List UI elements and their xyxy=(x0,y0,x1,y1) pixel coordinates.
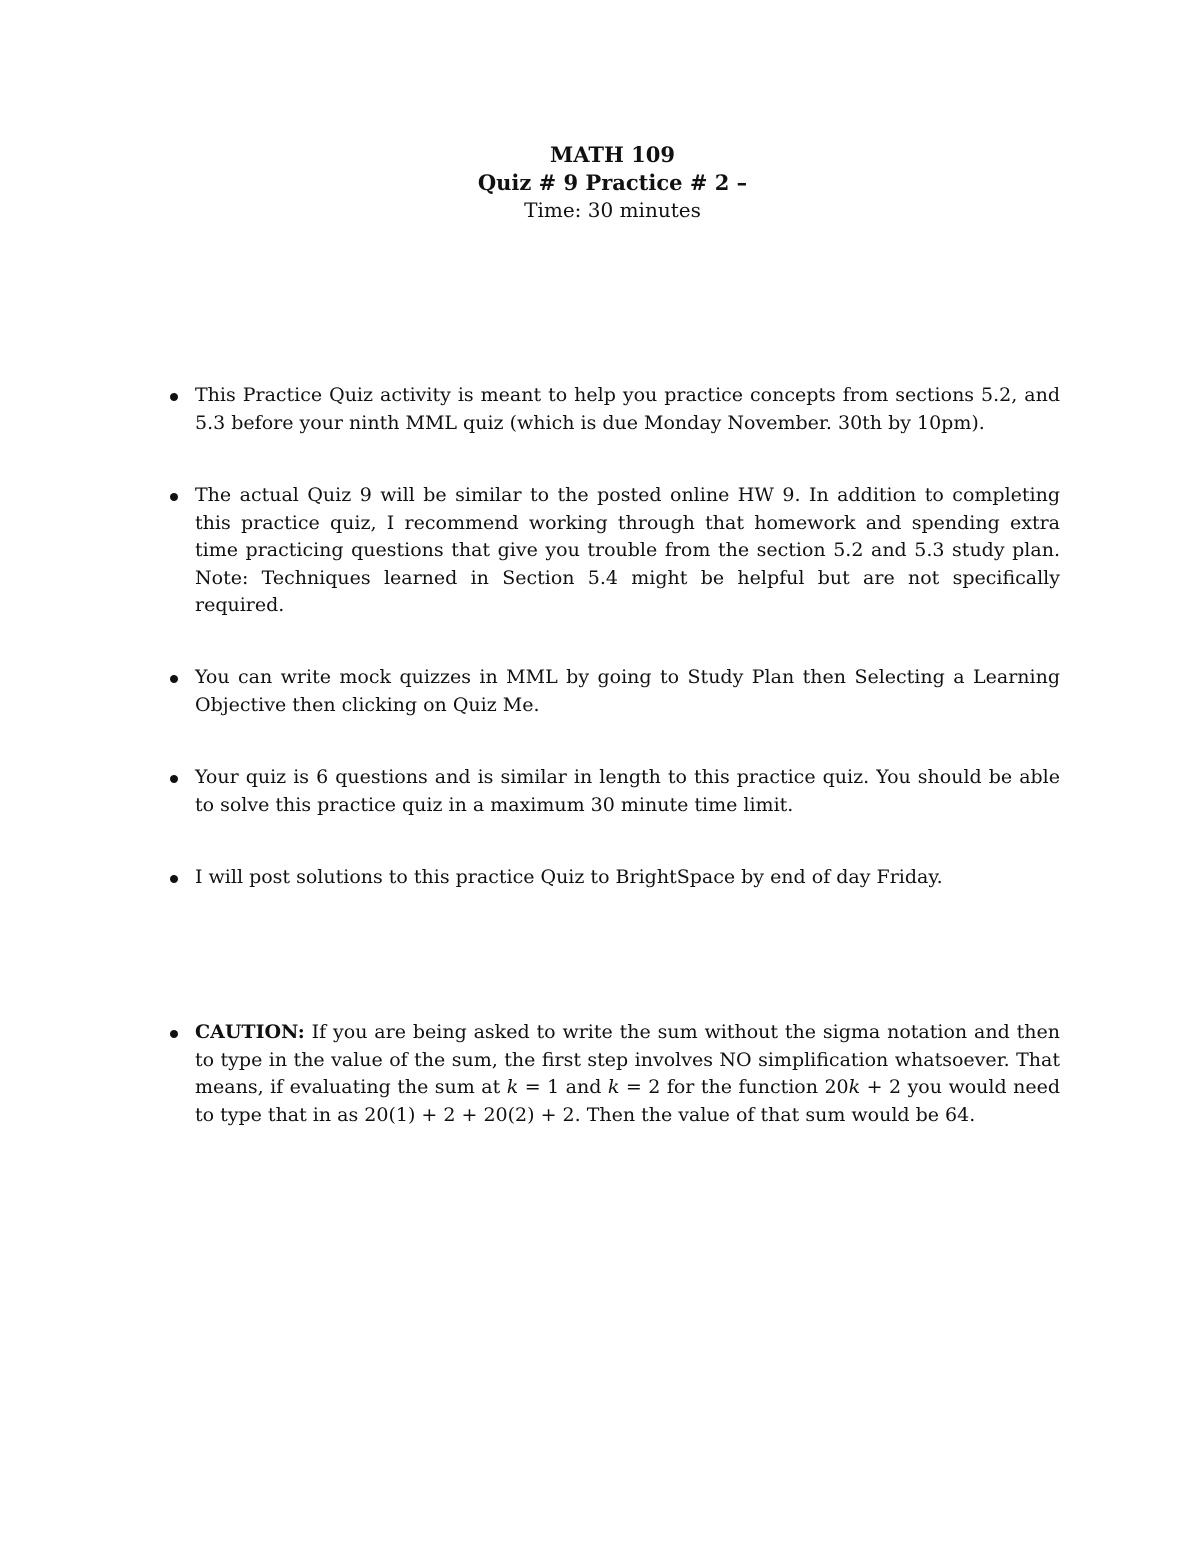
list-item xyxy=(167,864,1060,892)
list-item-text: This Practice Quiz activity is meant to help you practice concepts from sections 5.2, and 5.3 before your ninth MML quiz (which is due Monday November. 30th by 10pm). xyxy=(195,384,1060,434)
time-limit: Time: 30 minutes xyxy=(524,198,701,222)
math-variable-k: k xyxy=(848,1076,861,1098)
caution-text-4: + 2 you would need to type that in as 20(1) + 2 + 20(2) + 2. Then the value of that sum would be 64. xyxy=(195,1076,1060,1126)
document-header xyxy=(0,141,1200,224)
list-item xyxy=(167,764,1060,819)
list-item-text: I will post solutions to this practice Quiz to BrightSpace by end of day Friday. xyxy=(195,866,943,888)
bullet-icon xyxy=(170,675,178,683)
list-item-text: Your quiz is 6 questions and is similar in length to this practice quiz. You should be able to solve this practice quiz in a maximum 30 minute time limit. xyxy=(195,766,1060,816)
bullet-icon xyxy=(170,775,178,783)
bullet-icon xyxy=(170,875,178,883)
course-title: MATH 109 xyxy=(549,142,675,167)
list-item-text: The actual Quiz 9 will be similar to the posted online HW 9. In addition to completing this practice quiz, I recommend working through that homework and spending extra time practicing questions that give you trouble from the section 5.2 and 5.3 study plan. Note: Techniques learned in Section 5.4 might be helpful but are not specifically required. xyxy=(195,484,1060,616)
list-item xyxy=(167,382,1060,437)
quiz-title: Quiz # 9 Practice # 2 – xyxy=(477,170,748,195)
math-variable-k: k xyxy=(607,1076,620,1098)
bullet-icon xyxy=(170,493,178,501)
caution-text-3: = 2 for the function 20 xyxy=(619,1076,849,1098)
bullet-icon xyxy=(170,1030,178,1038)
caution-text-2: = 1 and xyxy=(518,1076,608,1098)
list-item xyxy=(167,482,1060,620)
caution-text-1: If you are being asked to write the sum without the sigma notation and then to type in the value of the sum, the first step involves NO simplification whatsoever. That means, if evaluating the sum at xyxy=(195,1021,1060,1098)
bullet-icon xyxy=(170,393,178,401)
list-item-text: You can write mock quizzes in MML by going to Study Plan then Selecting a Learning Objective then clicking on Quiz Me. xyxy=(195,666,1060,716)
caution-item xyxy=(167,1019,1060,1129)
list-item xyxy=(167,664,1060,719)
math-variable-k: k xyxy=(506,1076,519,1098)
caution-label: CAUTION: xyxy=(195,1021,305,1043)
